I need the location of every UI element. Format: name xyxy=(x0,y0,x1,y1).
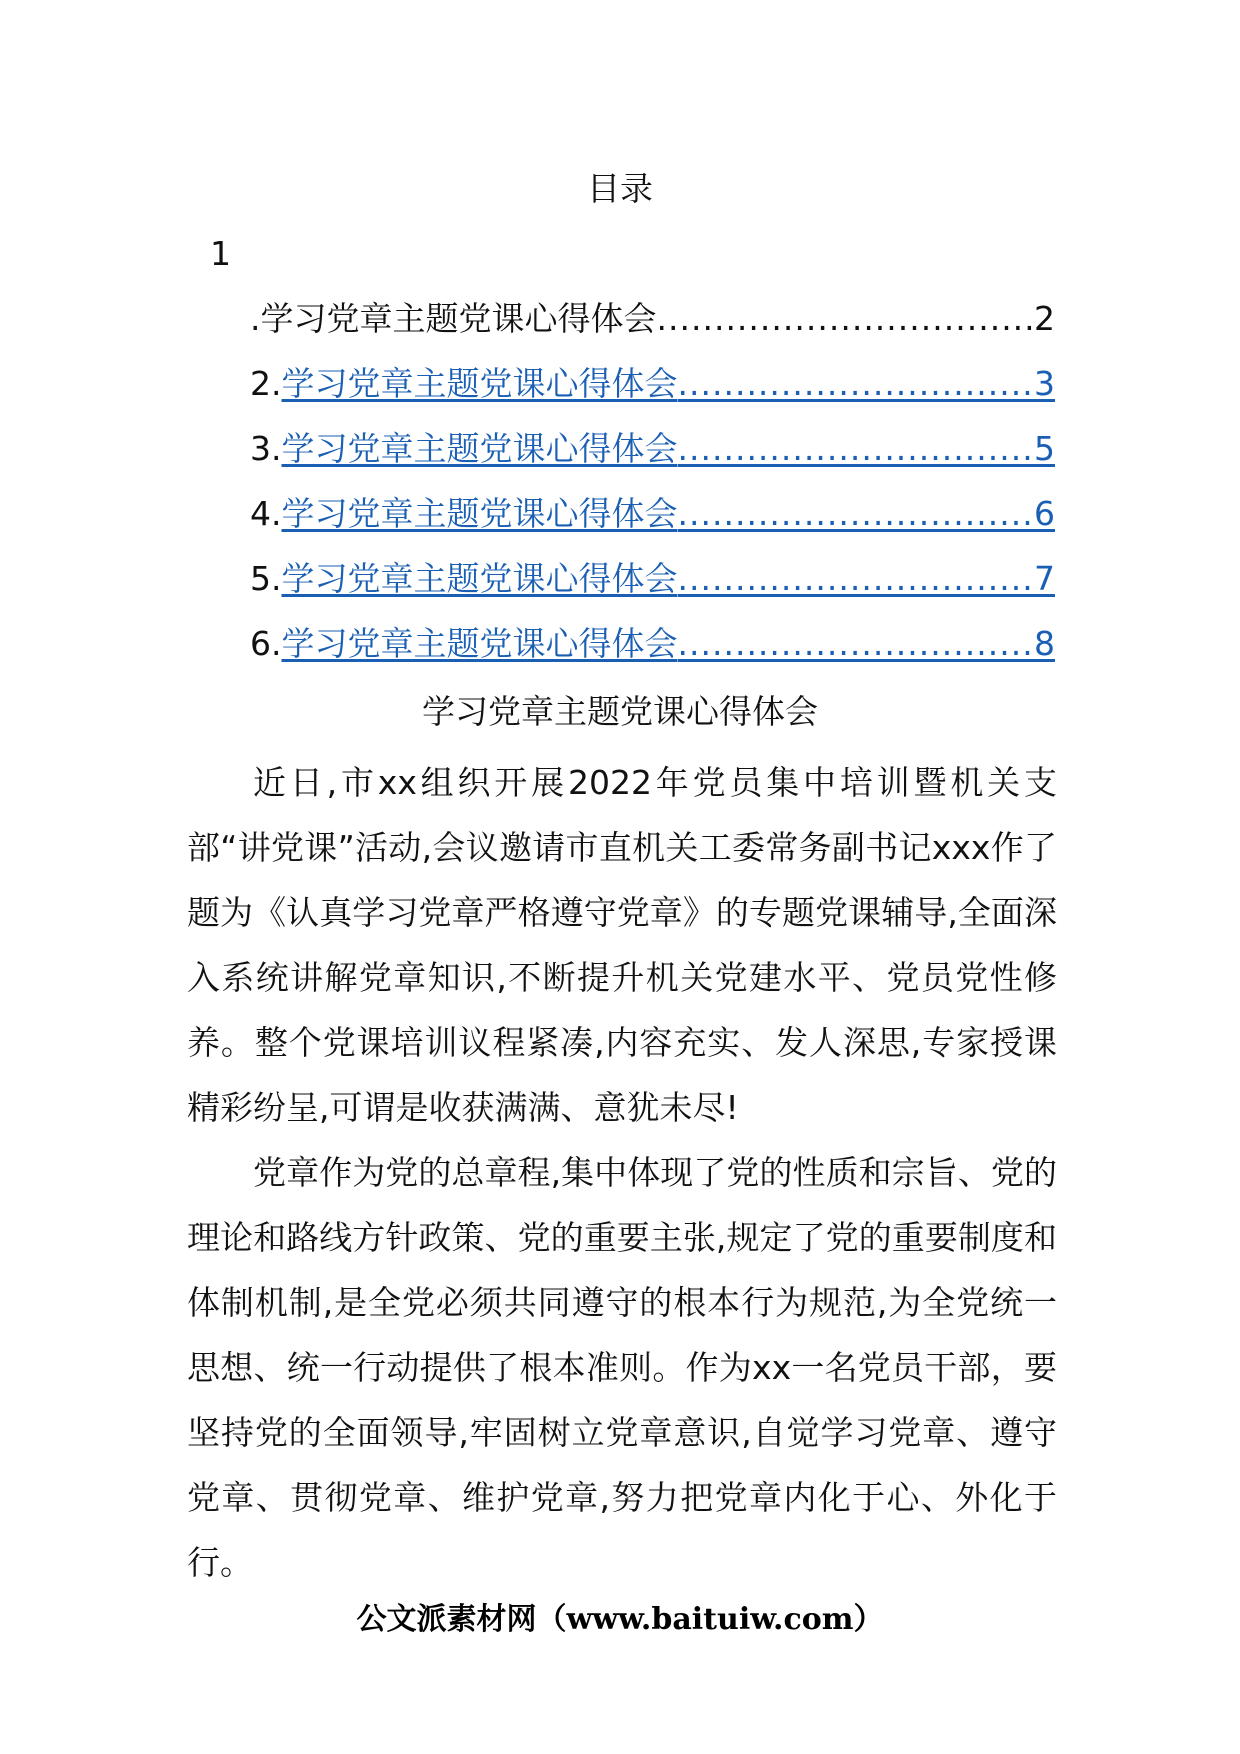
toc-entry-page[interactable]: 5 xyxy=(1034,429,1055,468)
toc-entry-page[interactable]: 8 xyxy=(1034,624,1055,663)
toc-list xyxy=(250,295,1055,685)
toc-entry-text[interactable]: 学习党章主题党课心得体会 xyxy=(281,364,678,403)
toc-entry-page[interactable]: 3 xyxy=(1034,364,1055,403)
toc-entry-1 xyxy=(250,295,1055,360)
toc-entry-link[interactable] xyxy=(282,490,1056,538)
article-body xyxy=(187,750,1057,1595)
toc-entry-page[interactable]: 6 xyxy=(1034,494,1055,533)
toc-entry-page: 2 xyxy=(1034,299,1055,338)
article-paragraph: 党章作为党的总章程,集中体现了党的性质和宗旨、党的理论和路线方针政策、党的重要主张,规定了党的重要制度和体制机制,是全党必须共同遵守的根本行为规范,为全党统一思想、统一行动提供了根本准则。作为xx一名党员干部，要坚持党的全面领导,牢固树立党章意识,自觉学习党章、遵守党章、贯彻党章、维护党章,努力把党章内化于心、外化于行。 xyxy=(187,1153,1057,1582)
toc-dot-leader[interactable] xyxy=(678,425,1035,473)
toc-entry-6 xyxy=(250,620,1055,685)
toc-dot-leader[interactable] xyxy=(678,490,1035,538)
toc-entry-5 xyxy=(250,555,1055,620)
toc-entry-2 xyxy=(250,360,1055,425)
toc-entry-text[interactable]: 学习党章主题党课心得体会 xyxy=(281,429,678,468)
toc-entry-number: 5. xyxy=(250,559,282,598)
toc-entry-link[interactable] xyxy=(282,620,1056,668)
toc-entry-text: .学习党章主题党课心得体会 xyxy=(250,299,657,338)
toc-entry-link[interactable] xyxy=(282,360,1056,408)
toc-entry-text[interactable]: 学习党章主题党课心得体会 xyxy=(281,494,678,533)
toc-entry-link xyxy=(250,295,1055,343)
toc-entry-link[interactable] xyxy=(282,555,1056,603)
toc-entry-link[interactable] xyxy=(282,425,1056,473)
toc-entry-page[interactable]: 7 xyxy=(1034,559,1055,598)
toc-entry-number: 2. xyxy=(250,364,282,403)
toc-dot-leader xyxy=(657,295,1035,343)
footer-watermark: 公文派素材网（www.baituiw.com） xyxy=(356,1602,884,1637)
toc-entry-number: 4. xyxy=(250,494,282,533)
toc-dot-leader[interactable] xyxy=(678,360,1035,408)
toc-entry-number: 3. xyxy=(250,429,282,468)
toc-entry-4 xyxy=(250,490,1055,555)
article-paragraph: 近日,市xx组织开展2022年党员集中培训暨机关支部“讲党课”活动,会议邀请市直机关工委常务副书记xxx作了题为《认真学习党章严格遵守党章》的专题党课辅导,全面深入系统讲解党章知识,不断提升机关党建水平、党员党性修养。整个党课培训议程紧凑,内容充实、发人深思,专家授课精彩纷呈,可谓是收获满满、意犹未尽! xyxy=(187,763,1057,1127)
toc-entry-text[interactable]: 学习党章主题党课心得体会 xyxy=(281,624,678,663)
toc-entry-number: 6. xyxy=(250,624,282,663)
toc-dot-leader[interactable] xyxy=(678,620,1035,668)
toc-entry-text[interactable]: 学习党章主题党课心得体会 xyxy=(281,559,678,598)
toc-entry-3 xyxy=(250,425,1055,490)
toc-dot-leader[interactable] xyxy=(678,555,1035,603)
article-title: 学习党章主题党课心得体会 xyxy=(422,692,818,731)
toc-title: 目录 xyxy=(587,169,653,208)
toc-leading-number: 1 xyxy=(210,234,231,273)
